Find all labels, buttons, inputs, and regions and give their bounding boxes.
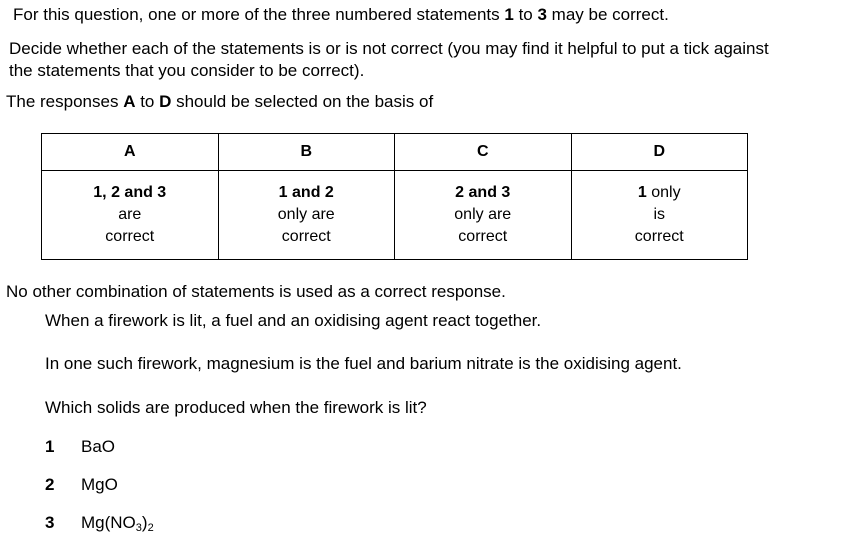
option-number-2: 2 (45, 475, 55, 494)
intro-line-2a: Decide whether each of the statements is or is not correct (you may find it helpful to put a tick against (9, 39, 769, 58)
intro-line-3: The responses A to D should be selected on the basis of (6, 92, 434, 111)
key-body-row (42, 171, 748, 260)
key-cell-d: 1 only is correct (571, 171, 748, 260)
option-text-2: MgO (81, 475, 118, 494)
key-cell-b: 1 and 2 only are correct (218, 171, 395, 260)
option-text-1: BaO (81, 437, 116, 456)
option-number-1: 1 (45, 437, 55, 456)
option-number-3: 3 (45, 513, 55, 532)
option-text-3: $Mg(NO_3)_2$ (81, 513, 154, 534)
intro-line-1: For this question, one or more of the three numbered statements 1 to 3 may be correct. (13, 5, 669, 24)
question-paragraph-2: In one such firework, magnesium is the fuel and barium nitrate is the oxidising agent. (45, 354, 682, 373)
response-key-table (41, 133, 748, 260)
key-header-d: D (571, 134, 748, 171)
intro-line-2b: the statements that you consider to be correct). (9, 61, 365, 80)
key-header-b: B (218, 134, 395, 171)
question-stem: Which solids are produced when the firework is lit? (45, 398, 427, 417)
question-paragraph-1: When a firework is lit, a fuel and an oxidising agent react together. (45, 311, 542, 330)
key-cell-c: 2 and 3 only are correct (395, 171, 572, 260)
footer-note: No other combination of statements is used as a correct response. (6, 282, 506, 301)
key-header-a: A (42, 134, 219, 171)
key-header-row (42, 134, 748, 171)
key-header-c: C (395, 134, 572, 171)
key-cell-a: 1, 2 and 3 are correct (42, 171, 219, 260)
